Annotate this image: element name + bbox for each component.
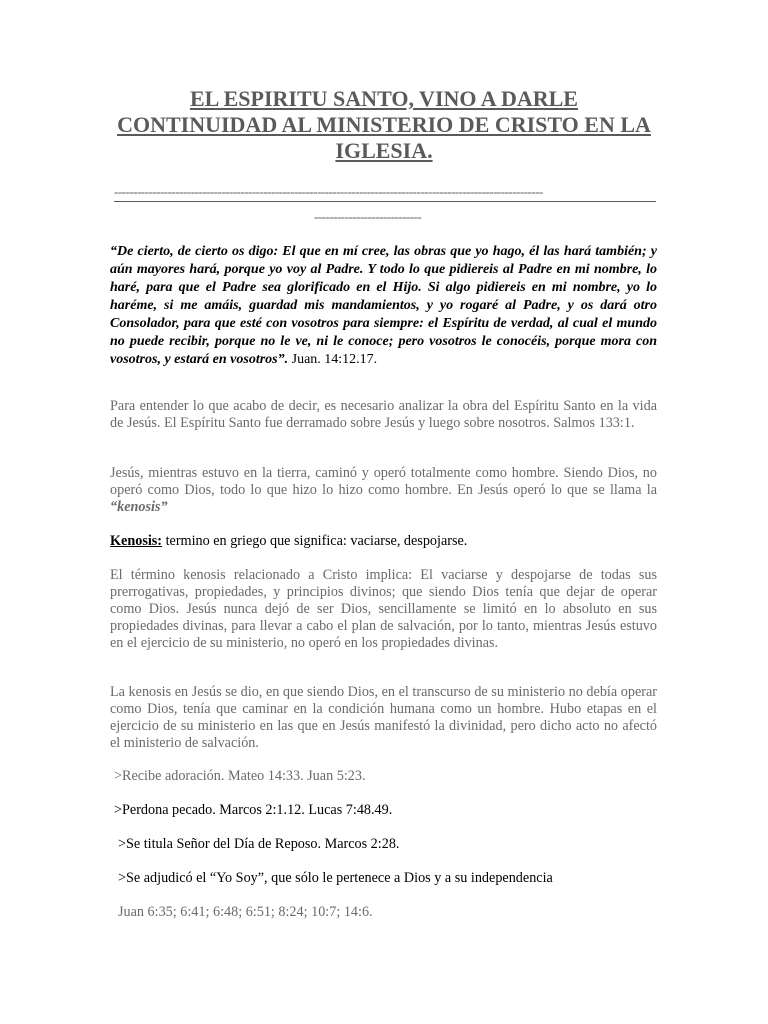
document-title: EL ESPIRITU SANTO, VINO A DARLE CONTINUIDAD AL MINISTERIO DE CRISTO EN LA IGLESIA.	[117, 86, 651, 163]
paragraph-text: Jesús, mientras estuvo en la tierra, caminó y operó totalmente como hombre. Siendo Dios, no operó como Dios, todo lo que hizo lo hizo como hombre. En Jesús operó lo que se llama la	[110, 465, 657, 498]
scripture-quote	[110, 243, 657, 369]
divider-dashes-continued: ----------------------------	[314, 209, 422, 224]
kenosis-definition-text: termino en griego que significa: vaciarse, despojarse.	[162, 533, 468, 549]
quote-reference: Juan. 14:12.17.	[288, 352, 378, 367]
paragraph-jesus-hombre	[110, 465, 657, 516]
list-item: >Recibe adoración. Mateo 14:33. Juan 5:23.	[114, 768, 366, 784]
paragraph-intro: Para entender lo que acabo de decir, es necesario analizar la obra del Espíritu Santo en la vida de Jesús. El Espíritu Santo fue derramado sobre Jesús y luego sobre nosotros. Salmos 133:1.	[110, 398, 657, 431]
kenosis-definition	[110, 533, 657, 550]
paragraph-kenosis-cristo: El término kenosis relacionado a Cristo implica: El vaciarse y despojarse de todas sus prerrogativas, propiedades, y principios divinos; que siendo Dios tenía que dejar de operar como Dios. Jesús nunca dejó de ser Dios, sencillamente se limitó en lo absoluto en sus propiedades divinas, para llevar a cabo el plan de salvación, por lo tanto, mientras Jesús estuvo en el ejercicio de su ministerio, no operó en los propiedades divinas.	[110, 567, 657, 651]
divider-dashes: ----------------------------------------------------------------------------------------------------------------	[114, 184, 543, 199]
list-item: >Perdona pecado. Marcos 2:1.12. Lucas 7:48.49.	[114, 802, 393, 818]
list-item: >Se titula Señor del Día de Reposo. Marcos 2:28.	[118, 836, 400, 852]
kenosis-term: Kenosis:	[110, 533, 163, 549]
list-item-references: Juan 6:35; 6:41; 6:48; 6:51; 8:24; 10:7; 14:6.	[118, 904, 373, 920]
list-item: >Se adjudicó el “Yo Soy”, que sólo le pertenece a Dios y a su independencia	[118, 870, 553, 886]
quote-text: “De cierto, de cierto os digo: El que en mí cree, las obras que yo hago, él las hará también; y aún mayores hará, porque yo voy al Padre. Y todo lo que pidiereis al Padre en mi nombre, lo haré, para que el Padre sea glorificado en el Hijo. Si algo pidiereis en mi nombre, yo lo haréme, si me amáis, guardad mis mandamientos, y yo rogaré al Padre, y os dará otro Consolador, para que esté con vosotros para siempre: el Espíritu de verdad, al cual el mundo no puede recibir, porque no le ve, ni le conoce; pero vosotros le conocéis, porque mora con vosotros, y estará en vosotros”.	[110, 244, 657, 367]
paragraph-kenosis-ministerio: La kenosis en Jesús se dio, en que siendo Dios, en el transcurso de su ministerio no debía operar como Dios, tenía que caminar en la condición humana como un hombre. Hubo etapas en el ejercicio de su ministerio en las que en Jesús manifestó la divinidad, pero dicho acto no afectó el ministerio de salvación.	[110, 684, 657, 751]
kenosis-emphasis: “kenosis”	[110, 499, 168, 515]
divider-rule	[114, 201, 656, 202]
